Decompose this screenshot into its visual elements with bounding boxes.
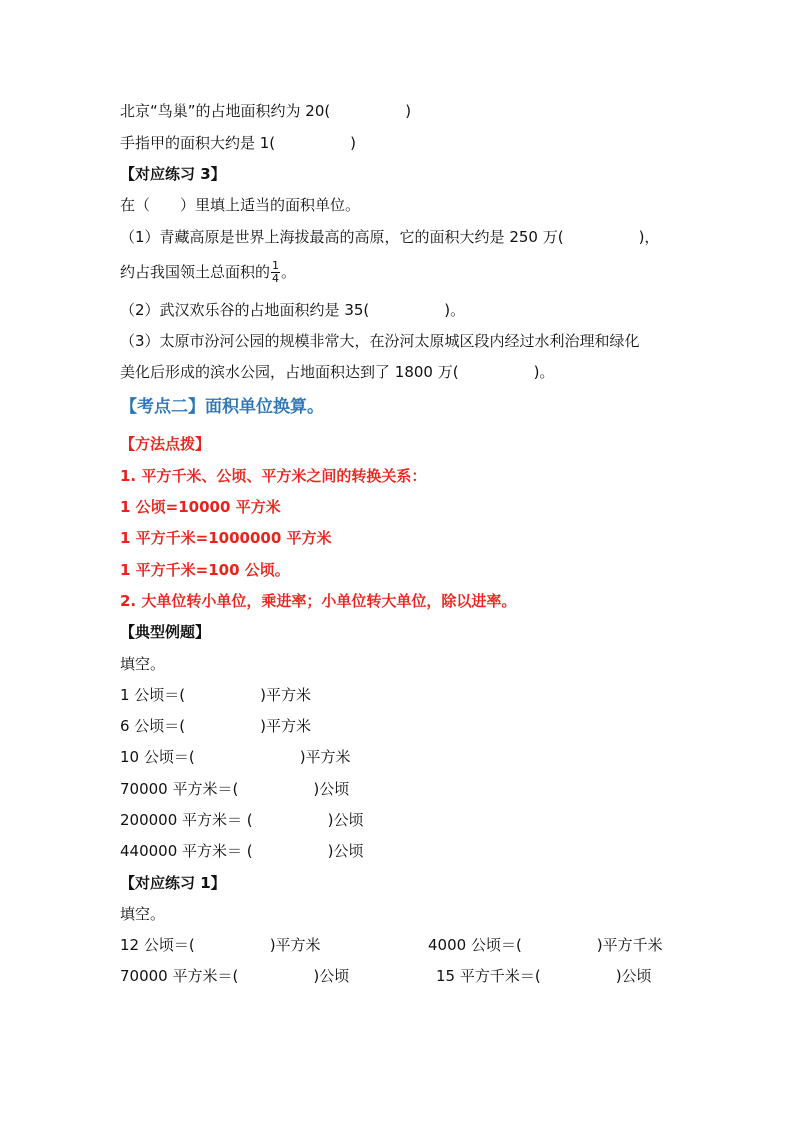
section-practice-3: 【对应练习 3】 bbox=[120, 165, 226, 183]
example-440000-sqm: 440000 平方米＝ ( )公顷 bbox=[120, 842, 364, 860]
question-3-fenhe-park-line1: （3）太原市汾河公园的规模非常大，在汾河太原城区段内经过水利治理和绿化 bbox=[120, 332, 640, 350]
question-3-fenhe-park-line2: 美化后形成的滨水公园，占地面积达到了 1800 万( )。 bbox=[120, 363, 555, 381]
section-typical-examples: 【典型例题】 bbox=[120, 623, 211, 641]
fraction-prefix-text: 约占我国领土总面积的 bbox=[120, 263, 271, 281]
instruction-fill-blank: 填空。 bbox=[120, 655, 166, 673]
fraction-one-quarter bbox=[271, 260, 280, 285]
question-1-plateau: （1）青藏高原是世界上海拔最高的高原，它的面积大约是 250 万( )， bbox=[120, 228, 660, 246]
method-tips-heading: 【方法点拨】 bbox=[120, 435, 211, 453]
instruction-fill-blank-2: 填空。 bbox=[120, 905, 166, 923]
rule-large-small-units: 2. 大单位转小单位，乘进率；小单位转大单位，除以进率。 bbox=[120, 592, 517, 610]
question-bird-nest: 北京“鸟巢”的占地面积约为 20( ) bbox=[120, 102, 412, 120]
example-200000-sqm: 200000 平方米＝ ( )公顷 bbox=[120, 811, 364, 829]
practice-15-sqkm: 15 平方千米＝( )公顷 bbox=[436, 967, 652, 985]
instruction-fill-units: 在（ ）里填上适当的面积单位。 bbox=[120, 196, 361, 214]
fraction-denominator: 4 bbox=[272, 272, 280, 285]
example-70000-sqm: 70000 平方米＝( )公顷 bbox=[120, 780, 350, 798]
question-2-happy-valley: （2）武汉欢乐谷的占地面积约是 35( )。 bbox=[120, 301, 466, 319]
rule-hectare-sqm: 1 公顷=10000 平方米 bbox=[120, 498, 281, 516]
rule-sqkm-hectare: 1 平方千米=100 公顷。 bbox=[120, 561, 290, 579]
example-10-hectare: 10 公顷＝( )平方米 bbox=[120, 748, 351, 766]
section-practice-1: 【对应练习 1】 bbox=[120, 874, 226, 892]
example-6-hectare: 6 公顷＝( )平方米 bbox=[120, 717, 312, 735]
rule-sqkm-sqm: 1 平方千米=1000000 平方米 bbox=[120, 529, 332, 547]
fraction-numerator: 1 bbox=[272, 259, 280, 272]
fraction-suffix-text: 。 bbox=[281, 263, 297, 281]
rule-conversion-relations: 1. 平方千米、公顷、平方米之间的转换关系： bbox=[120, 467, 427, 485]
practice-12-hectare: 12 公顷＝( )平方米 bbox=[120, 936, 321, 954]
question-1-continuation bbox=[120, 260, 296, 285]
practice-70000-sqm: 70000 平方米＝( )公顷 bbox=[120, 967, 350, 985]
practice-4000-hectare: 4000 公顷＝( )平方千米 bbox=[428, 936, 663, 954]
question-fingernail: 手指甲的面积大约是 1( ) bbox=[120, 134, 357, 152]
example-1-hectare: 1 公顷＝( )平方米 bbox=[120, 686, 312, 704]
topic-heading-unit-conversion: 【考点二】面积单位换算。 bbox=[120, 397, 324, 417]
